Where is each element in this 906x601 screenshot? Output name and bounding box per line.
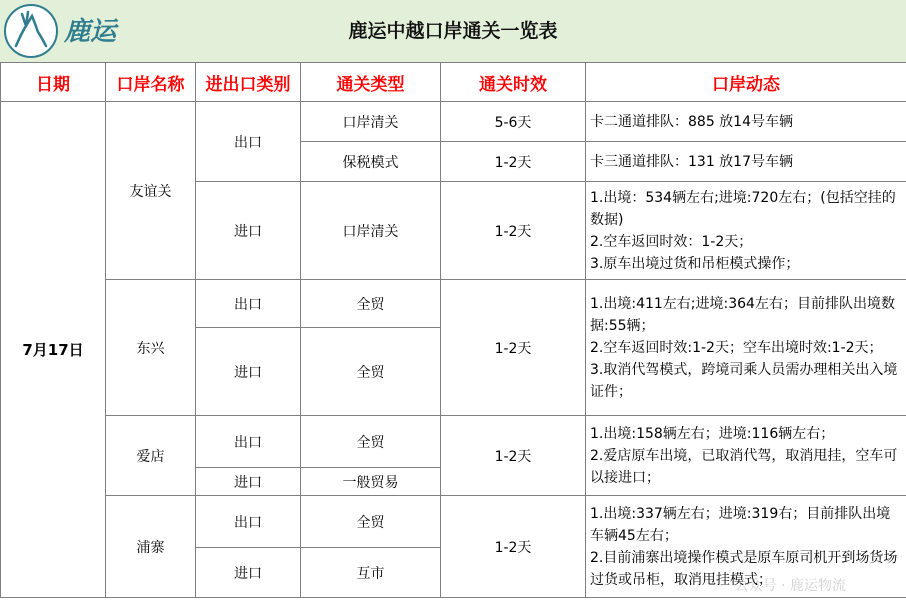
port-name: 浦寨 [106, 496, 196, 598]
port-table [0, 62, 906, 598]
time-cell: 1-2天 [441, 496, 586, 598]
dynamics-cell [586, 280, 906, 416]
page-title: 鹿运中越口岸通关一览表 [348, 20, 558, 42]
col-date: 日期 [1, 63, 106, 102]
direction-cell: 进口 [196, 328, 301, 416]
dynamics-line: 2.爱店原车出境，已取消代驾，取消甩挂，空车可以接进口； [590, 447, 898, 486]
table-row [1, 416, 906, 468]
dynamics-cell [586, 416, 906, 496]
type-cell: 口岸清关 [301, 182, 441, 280]
type-cell: 全贸 [301, 416, 441, 468]
dynamics-line: 卡二通道排队：885 放14号车辆 [590, 113, 793, 130]
dynamics-line: 2.目前浦寨出境操作模式是原车原司机开到场货场过货或吊柜，取消甩挂模式； [590, 549, 898, 588]
table-row [1, 496, 906, 548]
time-cell: 1-2天 [441, 182, 586, 280]
dynamics-line: 2.空车返回时效：1-2天； [590, 233, 753, 250]
col-type: 通关类型 [301, 63, 441, 102]
port-name: 友谊关 [106, 102, 196, 280]
port-name: 爱店 [106, 416, 196, 496]
logo-text: 鹿运 [64, 17, 117, 47]
col-dynamics: 口岸动态 [586, 63, 906, 102]
time-cell: 5-6天 [441, 102, 586, 142]
type-cell: 一般贸易 [301, 468, 441, 496]
watermark: 公众号 · 鹿运物流 [734, 578, 846, 594]
direction-cell: 出口 [196, 280, 301, 328]
dynamics-line: 3.取消代驾模式，跨境司乘人员需办理相关出入境证件； [590, 361, 898, 400]
direction-cell: 进口 [196, 468, 301, 496]
type-cell: 保税模式 [301, 142, 441, 182]
direction-cell: 进口 [196, 182, 301, 280]
dynamics-line: 1.出境：534辆左右;进境:720左右；(包括空挂的数据) [590, 189, 896, 228]
dynamics-line: 卡三通道排队：131 放17号车辆 [590, 153, 793, 170]
col-port: 口岸名称 [106, 63, 196, 102]
table-row [1, 102, 906, 142]
table-row [1, 280, 906, 328]
dynamics-line: 1.出境:411左右;进境:364左右；目前排队出境数据:55辆； [590, 295, 895, 334]
dynamics-cell [586, 142, 906, 182]
time-cell: 1-2天 [441, 416, 586, 496]
date-cell: 7月17日 [1, 102, 106, 598]
dynamics-line: 1.出境:337辆左右；进境:319右；目前排队出境车辆45左右； [590, 505, 891, 544]
direction-cell: 出口 [196, 416, 301, 468]
title-bar [0, 0, 906, 63]
header-row [1, 63, 906, 102]
dynamics-line: 3.原车出境过货和吊柜模式操作； [590, 255, 800, 272]
direction-cell: 进口 [196, 548, 301, 598]
col-direction: 进出口类别 [196, 63, 301, 102]
type-cell: 全贸 [301, 496, 441, 548]
direction-cell: 出口 [196, 102, 301, 182]
dynamics-line: 2.空车返回时效:1-2天；空车出境时效:1-2天； [590, 339, 883, 356]
type-cell: 口岸清关 [301, 102, 441, 142]
dynamics-cell [586, 182, 906, 280]
type-cell: 全贸 [301, 280, 441, 328]
time-cell: 1-2天 [441, 142, 586, 182]
port-name: 东兴 [106, 280, 196, 416]
time-cell: 1-2天 [441, 280, 586, 416]
type-cell: 互市 [301, 548, 441, 598]
dynamics-cell [586, 102, 906, 142]
direction-cell: 出口 [196, 496, 301, 548]
col-time: 通关时效 [441, 63, 586, 102]
type-cell: 全贸 [301, 328, 441, 416]
dynamics-line: 1.出境:158辆左右；进境:116辆左右； [590, 425, 835, 442]
